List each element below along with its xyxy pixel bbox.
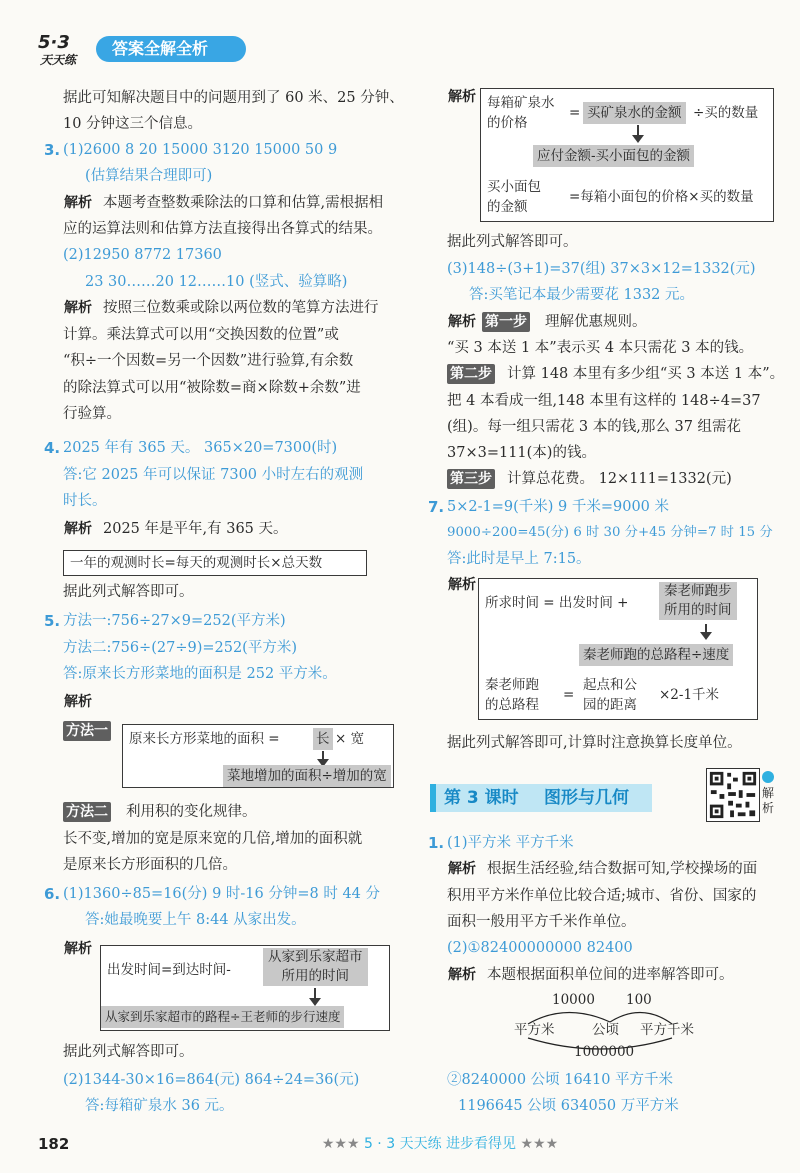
text-line: 把 4 本看成一组,148 本里有这样的 148÷4=37 <box>447 393 761 409</box>
answer-line: (3)148÷(3+1)=37(组) 37×3×12=1332(元) <box>447 261 756 277</box>
diagram-text: 每箱矿泉水 <box>487 95 555 111</box>
shaded-term: 应付金额-买小面包的金额 <box>533 145 694 167</box>
svg-text:天天练: 天天练 <box>40 53 77 67</box>
text-line: 据此列式解答即可。 <box>63 1044 194 1060</box>
footer-text: 5 · 3 天天练 进步看得见 <box>363 1136 517 1152</box>
analysis-tag: 解析 <box>448 577 476 593</box>
diagram-text: 买小面包 <box>487 179 541 195</box>
conversion-rate: 100 <box>626 992 652 1008</box>
section-header <box>96 36 246 62</box>
unit-label: 公顷 <box>592 1022 619 1038</box>
lesson-banner <box>430 784 652 812</box>
answer-line: 答:它 2025 年可以保证 7300 小时左右的观测 <box>63 467 364 483</box>
shaded-term <box>659 582 737 620</box>
analysis-tag: 解析 <box>448 314 476 330</box>
text-line: 利用积的变化规律。 <box>126 804 257 820</box>
brand-logo <box>36 28 96 68</box>
answer-line: 2025 年有 365 天。 365×20=7300(时) <box>63 440 338 456</box>
question-number: 3. <box>44 141 61 159</box>
text-line: 的除法算式可以用“被除数=商×除数+余数”进 <box>63 380 361 396</box>
answer-line: (2)12950 8772 17360 <box>63 247 222 263</box>
text-line: 37×3=111(本)的钱。 <box>447 445 596 461</box>
text-line: 行验算。 <box>63 406 121 422</box>
unit-label: 平方米 <box>514 1022 555 1038</box>
down-arrow-icon <box>637 125 639 137</box>
diagram-text: 所求时间 = 出发时间 + <box>485 595 629 611</box>
shaded-line: 秦老师跑步 <box>664 583 732 599</box>
text-line: 根据生活经验,结合数据可知,学校操场的面 <box>487 861 758 877</box>
answer-line: 答:此时是早上 7:15。 <box>447 551 591 567</box>
q7-diagram <box>478 578 758 720</box>
text-line: 面积一般用平方千米作单位。 <box>447 914 636 930</box>
question-number: 6. <box>44 885 61 903</box>
shaded-term <box>263 948 368 986</box>
qr-code-icon[interactable] <box>706 768 760 822</box>
answer-line: (1)平方米 平方千米 <box>447 835 574 851</box>
page-number: 182 <box>38 1135 70 1153</box>
shaded-term: 买矿泉水的金额 <box>583 102 686 124</box>
answer-line: 时长。 <box>63 493 107 509</box>
text-line: 10 分钟这三个信息。 <box>63 116 203 132</box>
play-icon <box>762 771 774 783</box>
text-line: 理解优惠规则。 <box>545 314 647 330</box>
analysis-tag: 解析 <box>64 300 92 316</box>
shaded-term: 秦老师跑的总路程÷速度 <box>579 644 733 666</box>
answer-line: (2)①82400000000 82400 <box>447 940 633 956</box>
analysis-tag: 解析 <box>64 521 92 537</box>
analysis-tag: 解析 <box>448 89 476 105</box>
diagram-text: = <box>569 105 581 121</box>
analysis-tag: 解析 <box>64 941 92 957</box>
text-line: 据此可知解决题目中的问题用到了 60 米、25 分钟、 <box>63 90 404 106</box>
answer-line: 答:买笔记本最少需要花 1332 元。 <box>469 287 695 303</box>
text-line: (组)。每一组只需花 3 本的钱,那么 37 组需花 <box>447 419 742 435</box>
text-line: 2025 年是平年,有 365 天。 <box>103 521 288 537</box>
diagram-text: = <box>563 687 575 703</box>
diagram-text: ÷买的数量 <box>693 105 759 121</box>
unit-label: 平方千米 <box>640 1022 694 1038</box>
step-one-tag: 第一步 <box>482 312 530 332</box>
answer-line: (估算结果合理即可) <box>85 168 213 184</box>
diagram-text: 的金额 <box>487 199 528 215</box>
diagram-text: 原来长方形菜地的面积 = <box>129 731 280 747</box>
answer-line: 答:每箱矿泉水 36 元。 <box>85 1098 234 1114</box>
answer-line: (1)2600 8 20 15000 3120 15000 50 9 <box>63 142 338 158</box>
question-number: 1. <box>428 834 445 852</box>
formula-text: 一年的观测时长=每天的观测时长×总天数 <box>70 555 323 571</box>
unit-conversion-diagram <box>500 990 720 1060</box>
text-line: 本题根据面积单位间的进率解答即可。 <box>487 967 734 983</box>
answer-line: 9000÷200=45(分) 6 时 30 分+45 分钟=7 时 15 分 <box>447 525 773 540</box>
logo-text: 5·3 <box>38 32 70 53</box>
text-line: 计算总花费。 12×111=1332(元) <box>507 471 732 487</box>
answer-line: 答:她最晚要上午 8:44 从家出发。 <box>85 912 306 928</box>
analysis-tag: 解析 <box>64 195 92 211</box>
page-footer <box>0 1133 800 1153</box>
text-line: 积用平方米作单位比较合适;城市、省份、国家的 <box>447 888 757 904</box>
down-arrow-icon <box>314 988 316 1000</box>
text-line: 据此列式解答即可。 <box>447 234 578 250</box>
answer-line: (2)1344-30×16=864(元) 864÷24=36(元) <box>63 1072 360 1088</box>
diagram-text: 出发时间=到达时间- <box>107 962 231 978</box>
text-line: 据此列式解答即可,计算时注意换算长度单位。 <box>447 735 742 751</box>
q6-price-diagram <box>480 88 774 222</box>
diagram-text: ×2-1千米 <box>659 687 720 703</box>
text-line: “买 3 本送 1 本”表示买 4 本只需花 3 本的钱。 <box>447 340 754 356</box>
question-number: 7. <box>428 498 445 516</box>
diagram-text: × 宽 <box>335 731 365 747</box>
analysis-tag: 解析 <box>448 967 476 983</box>
down-arrow-icon <box>705 624 707 634</box>
text-line: 按照三位数乘或除以两位数的笔算方法进行 <box>103 300 379 316</box>
shaded-term: 菜地增加的面积÷增加的宽 <box>223 765 391 787</box>
qr-label: 解析 <box>762 786 775 815</box>
analysis-tag: 解析 <box>448 861 476 877</box>
shaded-line: 所用的时间 <box>664 602 732 618</box>
q6-diagram <box>100 945 390 1031</box>
answer-line: 1196645 公顷 634050 万平方米 <box>458 1098 679 1114</box>
text-line: 长不变,增加的宽是原来宽的几倍,增加的面积就 <box>63 831 363 847</box>
question-number: 4. <box>44 439 61 457</box>
answer-line: ②8240000 公顷 16410 平方千米 <box>447 1072 674 1088</box>
answer-line: (1)1360÷85=16(分) 9 时-16 分钟=8 时 44 分 <box>63 886 381 902</box>
method-one-diagram <box>122 724 394 788</box>
text-line: 计算 148 本里有多少组“买 3 本送 1 本”。 <box>507 366 785 382</box>
down-arrow-icon <box>322 751 324 761</box>
text-line: “积÷一个因数=另一个因数”进行验算,有余数 <box>63 353 354 369</box>
step-two-tag: 第二步 <box>447 364 495 384</box>
diagram-text: 起点和公 <box>583 677 637 693</box>
method-one-tag: 方法一 <box>63 721 111 741</box>
text-line: 计算。乘法算式可以用“交换因数的位置”或 <box>63 327 339 343</box>
text-line: 据此列式解答即可。 <box>63 584 194 600</box>
conversion-rate: 10000 <box>552 992 595 1008</box>
answer-line: 答:原来长方形菜地的面积是 252 平方米。 <box>63 666 337 682</box>
diagram-text: 的价格 <box>487 115 528 131</box>
answer-line: 23 30……20 12……10 (竖式、验算略) <box>85 274 348 290</box>
text-line: 是原来长方形面积的几倍。 <box>63 857 237 873</box>
text-line: 应的运算法则和估算方法直接得出各算式的结果。 <box>63 221 382 237</box>
shaded-term: 长 <box>313 728 333 750</box>
answer-line: 方法一:756÷27×9=252(平方米) <box>63 613 286 629</box>
analysis-tag: 解析 <box>64 694 92 710</box>
answer-line: 5×2-1=9(千米) 9 千米=9000 米 <box>447 499 670 515</box>
header-title: 答案全解全析 <box>112 39 209 58</box>
lesson-title: 图形与几何 <box>544 788 629 808</box>
lesson-number: 第 3 课时 <box>444 788 519 808</box>
diagram-text: 园的距离 <box>583 697 637 713</box>
diagram-text: 的总路程 <box>485 697 539 713</box>
text-line: 本题考查整数乘除法的口算和估算,需根据相 <box>103 195 384 211</box>
shaded-line: 所用的时间 <box>281 968 349 984</box>
formula-box <box>63 550 367 576</box>
question-number: 5. <box>44 612 61 630</box>
footer-stars: ★★★ <box>520 1136 559 1152</box>
shaded-line: 从家到乐家超市 <box>268 949 363 965</box>
shaded-term: 从家到乐家超市的路程÷王老师的步行速度 <box>101 1006 344 1028</box>
step-three-tag: 第三步 <box>447 469 495 489</box>
conversion-rate: 1000000 <box>574 1044 635 1060</box>
diagram-text: 秦老师跑 <box>485 677 539 693</box>
answer-line: 方法二:756÷(27÷9)=252(平方米) <box>63 640 297 656</box>
diagram-text: =每箱小面包的价格×买的数量 <box>569 189 754 205</box>
method-two-tag: 方法二 <box>63 802 111 822</box>
footer-stars: ★★★ <box>321 1136 360 1152</box>
